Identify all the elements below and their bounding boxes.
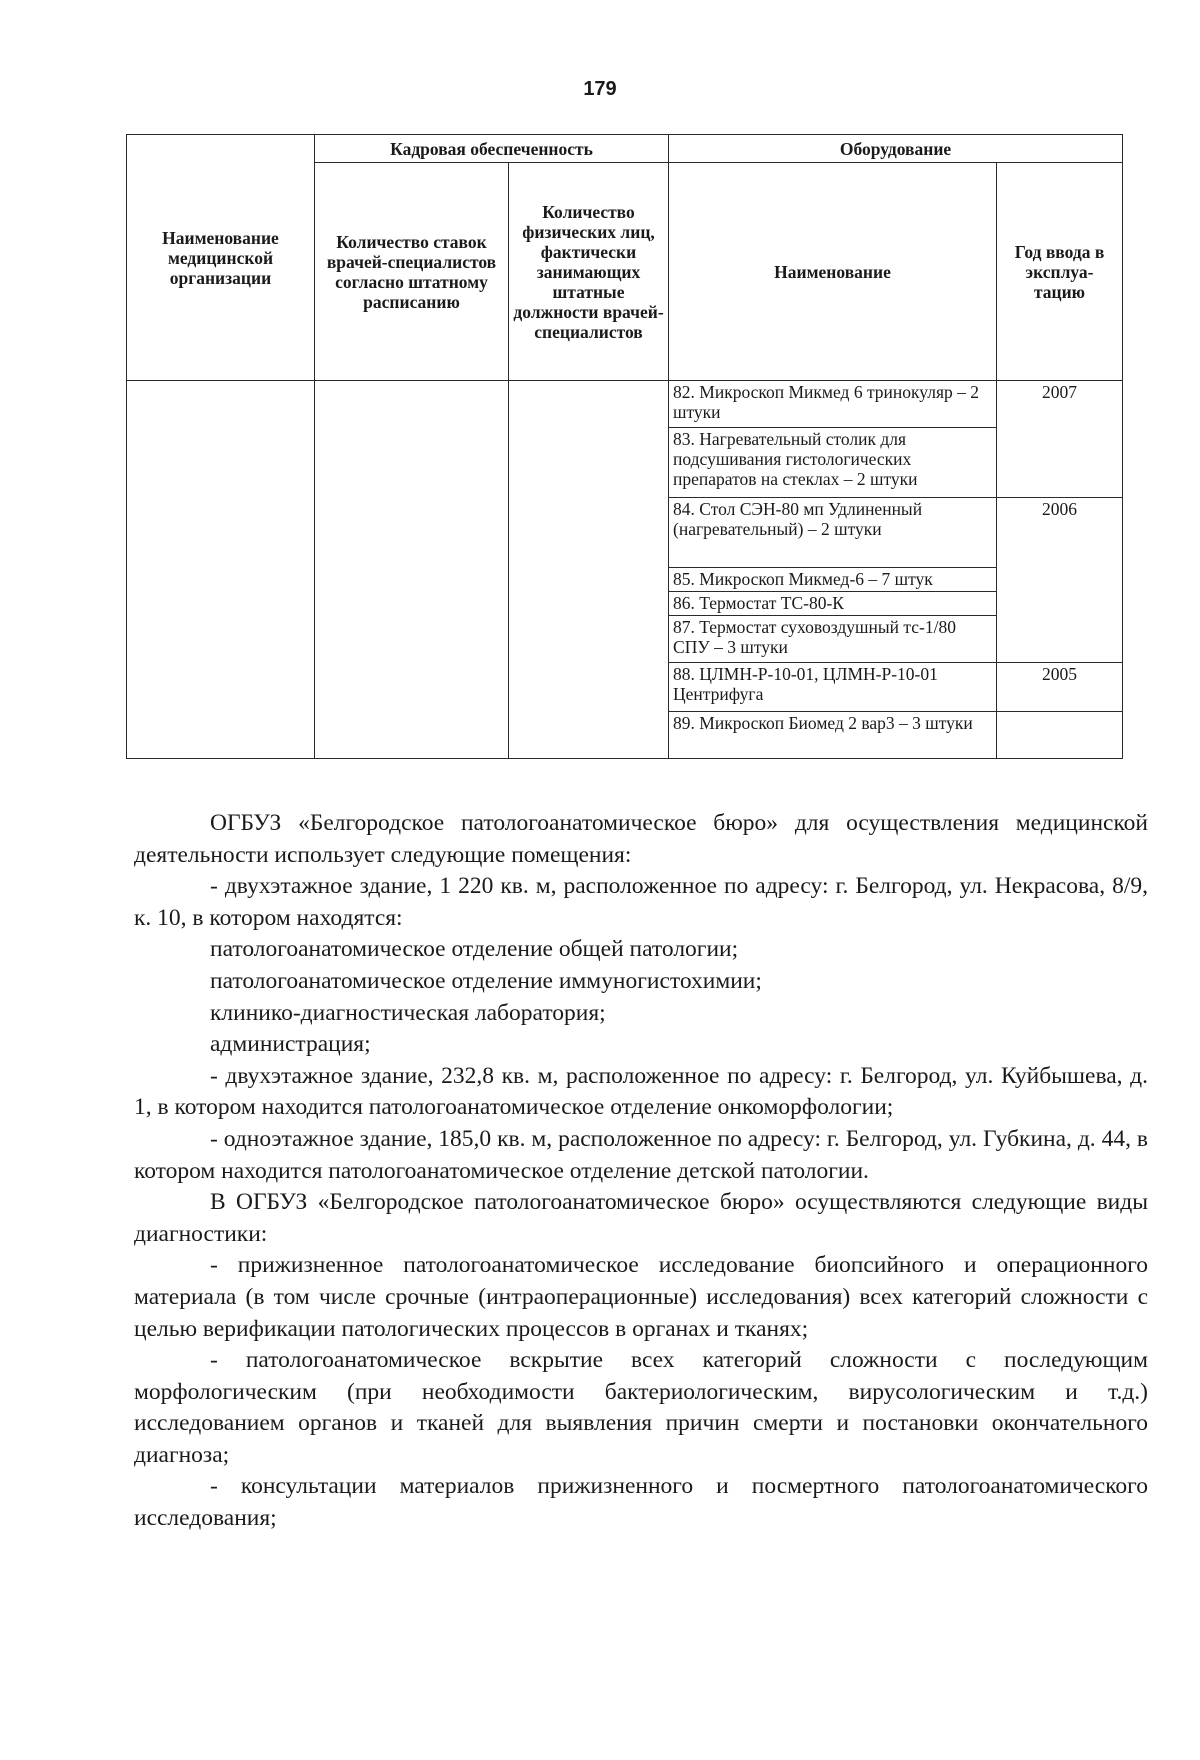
page-number: 179 bbox=[583, 78, 617, 100]
equipment-item: 88. ЦЛМН-Р-10-01, ЦЛМН-Р-10-01 Центрифуга bbox=[669, 663, 997, 712]
equipment-item: 86. Термостат ТС-80-К bbox=[669, 592, 997, 616]
paragraph: - патологоанатомическое вскрытие всех категорий сложности с последующим морфологическим (при необходимости бактериологическим, вирусологическим и т.д.) исследованием органов и тканей для выявления причин смерти и постановки окончательного диагноза; bbox=[134, 1347, 1148, 1468]
body-text bbox=[134, 808, 1148, 1535]
equipment-item: 83. Нагревательный столик для подсушивания гистологических препаратов на стеклах – 2 штуки bbox=[669, 428, 997, 498]
equipment-year: 2007 bbox=[997, 381, 1123, 498]
org-name-cell bbox=[127, 381, 315, 759]
list-item: патологоанатомическое отделение общей патологии; bbox=[210, 936, 739, 963]
paragraph: - прижизненное патологоанатомическое исследование биопсийного и операционного материала (в том числе срочные (интраоперационные) исследования) всех категорий сложности с целью верификации патологических процессов в органах и тканях; bbox=[134, 1252, 1148, 1342]
paragraph: - двухэтажное здание, 232,8 кв. м, расположенное по адресу: г. Белгород, ул. Куйбышева, д. 1, в котором находится патологоанатомическое отделение онкоморфологии; bbox=[134, 1062, 1148, 1121]
header-equipment-year: Год ввода в эксплуа-тацию bbox=[997, 163, 1123, 381]
paragraph: ОГБУЗ «Белгородское патологоанатомическое бюро» для осуществления медицинской деятельности использует следующие помещения: bbox=[134, 810, 1148, 868]
equipment-item: 84. Стол СЭН-80 мп Удлиненный (нагревательный) – 2 штуки bbox=[669, 498, 997, 568]
equipment-year bbox=[997, 712, 1123, 759]
header-equipment-name: Наименование bbox=[669, 163, 997, 381]
list-item: администрация; bbox=[210, 1031, 371, 1058]
equipment-item: 85. Микроскоп Микмед-6 – 7 штук bbox=[669, 568, 997, 592]
header-org-name: Наименование медицинской организации bbox=[127, 135, 315, 381]
equipment-year: 2006 bbox=[997, 498, 1123, 663]
header-equipment-group: Оборудование bbox=[669, 135, 1123, 163]
equipment-item: 89. Микроскоп Биомед 2 вар3 – 3 штуки bbox=[669, 712, 997, 759]
equipment-item: 87. Термостат суховоздушный тс-1/80 СПУ – 3 штуки bbox=[669, 616, 997, 663]
staff-persons-cell bbox=[509, 381, 669, 759]
header-staff-persons: Количество физических лиц, фактически занимающих штатные должности врачей-специалистов bbox=[509, 163, 669, 381]
header-staff-positions: Количество ставок врачей-специалистов согласно штатному расписанию bbox=[315, 163, 509, 381]
staff-positions-cell bbox=[315, 381, 509, 759]
list-item: патологоанатомическое отделение иммуногистохимии; bbox=[210, 967, 762, 994]
list-item: клинико-диагностическая лаборатория; bbox=[210, 999, 606, 1026]
paragraph: - двухэтажное здание, 1 220 кв. м, расположенное по адресу: г. Белгород, ул. Некрасова, 8/9, к. 10, в котором находятся: bbox=[134, 873, 1148, 931]
header-staffing-group: Кадровая обеспеченность bbox=[315, 135, 669, 163]
equipment-table bbox=[126, 134, 1123, 759]
paragraph: - одноэтажное здание, 185,0 кв. м, расположенное по адресу: г. Белгород, ул. Губкина, д. 44, в котором находится патологоанатомическое отделение детской патологии. bbox=[134, 1125, 1148, 1184]
paragraph: - консультации материалов прижизненного и посмертного патологоанатомического исследования; bbox=[134, 1473, 1148, 1532]
paragraph: В ОГБУЗ «Белгородское патологоанатомическое бюро» осуществляются следующие виды диагностики: bbox=[134, 1189, 1148, 1247]
equipment-year: 2005 bbox=[997, 663, 1123, 712]
equipment-item: 82. Микроскоп Микмед 6 тринокуляр – 2 штуки bbox=[669, 381, 997, 428]
